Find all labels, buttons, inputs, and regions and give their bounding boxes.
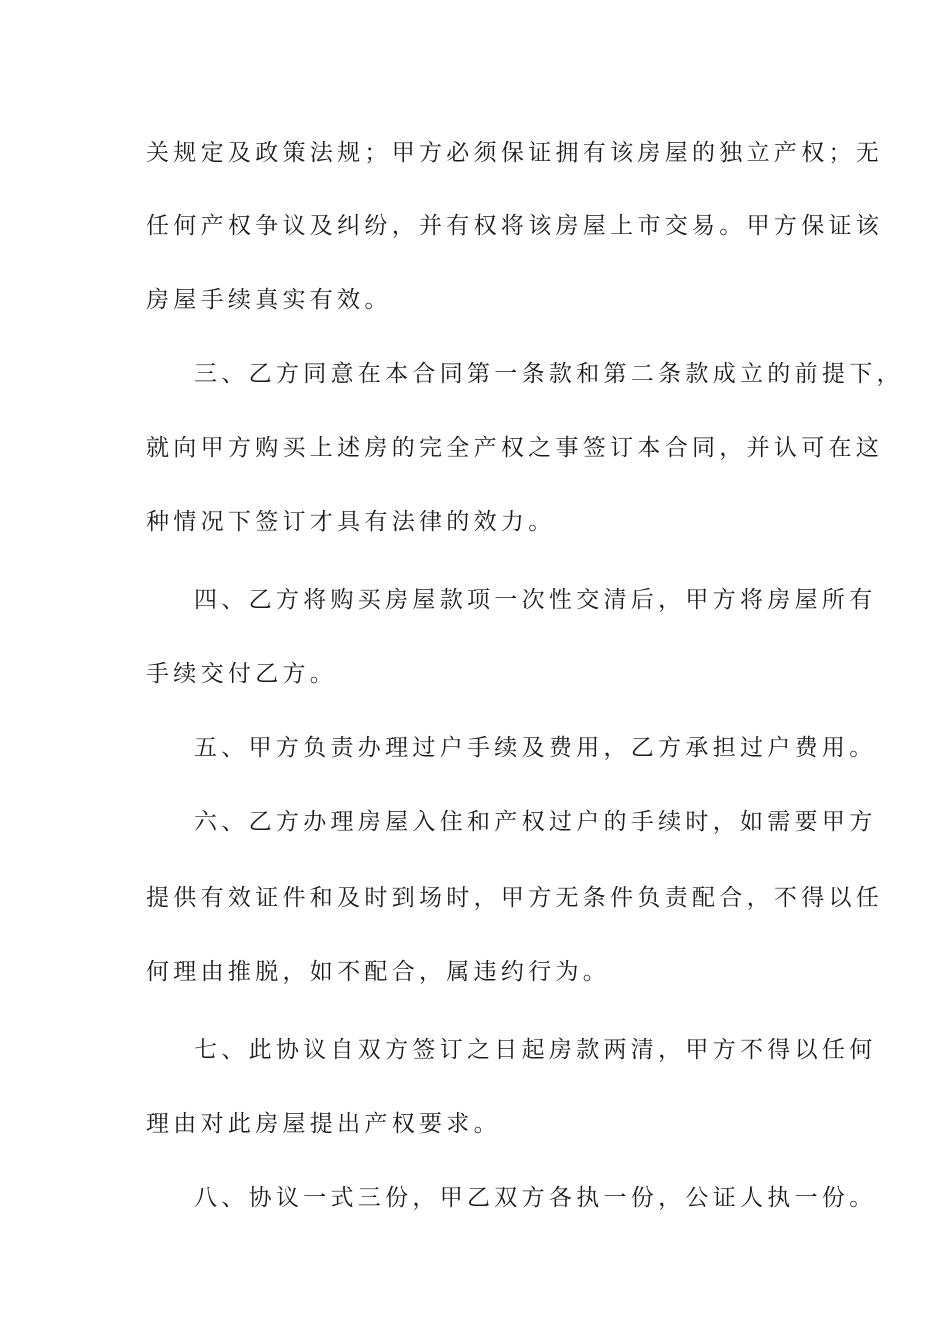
clause-6-line: 六、乙方办理房屋入住和产权过户的手续时，如需要甲方 bbox=[194, 809, 877, 835]
text-line: 何理由推脱，如不配合，属违约行为。 bbox=[146, 959, 611, 985]
clause-5-line: 五、甲方负责办理过户手续及费用，乙方承担过户费用。 bbox=[194, 735, 877, 761]
clause-4-line: 四、乙方将购买房屋款项一次性交清后，甲方将房屋所有 bbox=[194, 587, 877, 613]
text-line: 就向甲方购买上述房的完全产权之事签订本合同，并认可在这 bbox=[146, 435, 884, 461]
clause-8-line: 八、协议一式三份，甲乙双方各执一份，公证人执一份。 bbox=[194, 1185, 877, 1211]
text-line: 种情况下签订才具有法律的效力。 bbox=[146, 509, 556, 535]
clause-3-line: 三、乙方同意在本合同第一条款和第二条款成立的前提下， bbox=[194, 361, 904, 387]
text-line: 手续交付乙方。 bbox=[146, 661, 338, 687]
text-line: 房屋手续真实有效。 bbox=[146, 287, 392, 313]
clause-7-line: 七、此协议自双方签订之日起房款两清，甲方不得以任何 bbox=[194, 1037, 877, 1063]
text-line: 理由对此房屋提出产权要求。 bbox=[146, 1111, 501, 1137]
text-line: 任何产权争议及纠纷，并有权将该房屋上市交易。甲方保证该 bbox=[146, 213, 884, 239]
text-line: 关规定及政策法规；甲方必须保证拥有该房屋的独立产权；无 bbox=[146, 140, 884, 166]
text-line: 提供有效证件和及时到场时，甲方无条件负责配合，不得以任 bbox=[146, 885, 884, 911]
